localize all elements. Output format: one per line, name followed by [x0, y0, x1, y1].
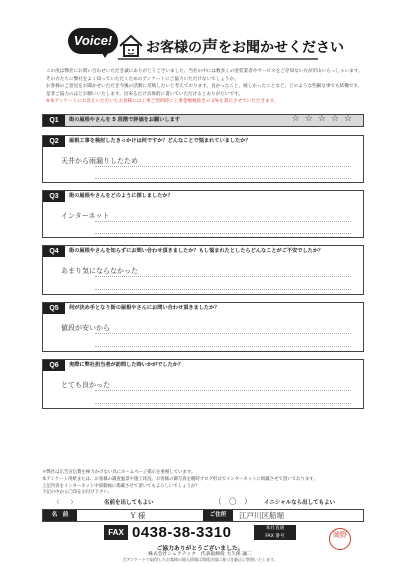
- intro-line: この度は弊社にお問い合わせいただき誠にありがとうございました。当社の中には数多くの塗装業者やサービスをご存知ない方が沢山いらっしゃいます。: [46, 69, 363, 74]
- answer-line: [95, 233, 351, 234]
- voice-badge: Voice!: [68, 28, 118, 54]
- fax-number: 0438-38-3310: [132, 524, 232, 541]
- answer-line: [95, 390, 351, 391]
- title-prefix: お客様の: [146, 40, 202, 56]
- question-q6: [42, 359, 364, 409]
- question-q2: [42, 135, 364, 183]
- question-badge: Q4: [43, 246, 65, 257]
- answer-text[interactable]: インターネット: [61, 212, 110, 220]
- question-badge: Q5: [43, 303, 65, 314]
- consent-footnote: [42, 470, 364, 497]
- fax-side-line: FAX 番号: [265, 533, 285, 539]
- answer-line: [95, 403, 351, 404]
- title-underline: [118, 58, 318, 60]
- name-consent-mark[interactable]: （ ）: [54, 500, 77, 506]
- fax-contact: [104, 524, 304, 542]
- house-icon: [118, 34, 144, 58]
- answer-line: [95, 346, 351, 347]
- answer-line: [95, 178, 351, 179]
- question-text: 何が決め手となり街の屋根やさんにお問い合わせ頂きましたか？: [69, 305, 220, 311]
- company-line: 株式会社シェアテック 代表取締役 大久保 誠二: [148, 552, 252, 557]
- question-q5: [42, 302, 364, 352]
- privacy-note: 当アンケートで取得したお客様の個人情報は関係法規に基づき厳正に管理いたします。: [122, 557, 278, 562]
- intro-line: その方たちに弊社をよく知っていただくためのアンケートにご協力いただけないでしょうか。: [46, 76, 239, 82]
- answer-text[interactable]: あまり気にならなかった: [61, 267, 138, 275]
- question-badge: Q6: [43, 360, 65, 371]
- name-value[interactable]: Y 様: [130, 511, 146, 520]
- intro-text: [46, 68, 364, 106]
- footnote-line: 本アンケート用紙または、お客様の調査風景や施工状況、お客様の御写真を随時ブログ形式でインターネットに掲載させて頂いております。: [42, 476, 318, 482]
- page-title: [146, 34, 344, 57]
- customer-info-row: [42, 509, 364, 522]
- address-label: ご住所: [203, 510, 233, 521]
- question-text: 実際に弊社担当者が訪問した時いかがでしたか？: [69, 362, 184, 368]
- question-text: 街の屋根やさんを 5 段階で評価をお願いします: [69, 117, 180, 123]
- footnote-line: 下記の中から〇印をお付け下さい。: [42, 490, 113, 496]
- consent-options: [42, 496, 364, 508]
- footnote-line: ＊弊社は広告宣伝費を極力かけない為にホームページ掲示を重視しています。: [42, 470, 196, 475]
- question-text: 街の屋根やさんを知らずにお問い合わせ頂きましたか？もし悩まれたとしたらどんなことがご不安でしたか？: [69, 248, 324, 254]
- initial-consent-label: イニシャルなら出してもよい: [264, 500, 336, 506]
- question-q4: [42, 245, 364, 295]
- answer-text[interactable]: とても良かった: [61, 381, 110, 389]
- address-value[interactable]: 江戸川区船堀: [239, 511, 284, 520]
- intro-notice: ※本アンケートにお答えいただいたお客様には工事ご契約時に工事金額税抜きの 2%を還元させていただきます。: [46, 99, 279, 105]
- intro-line: 是非ご協力のほどお願いいたします。出来るだけ具体的に書いていただけるとありがたいです。: [46, 91, 243, 97]
- thanks-text: ご協力ありがとうございました。: [156, 546, 244, 552]
- footnote-line: 上記内容をインターネット中部動画に掲載させて頂いてもよろしいでしょうか？: [42, 483, 200, 489]
- answer-line: [95, 221, 351, 222]
- answer-text[interactable]: 値段が安いから: [61, 324, 110, 332]
- question-badge: Q1: [43, 115, 65, 126]
- question-text: 街の屋根やさんをどのように探しましたか？: [69, 193, 173, 199]
- answer-line: [95, 276, 351, 277]
- name-label: 名 前: [43, 510, 77, 521]
- title-big: 声: [202, 37, 219, 56]
- question-badge: Q2: [43, 136, 65, 147]
- answer-line: [95, 166, 351, 167]
- answer-line: [95, 289, 351, 290]
- question-text: 屋根工事を検討したきっかけは何ですか？どんなことで悩まれていましたか？: [69, 138, 251, 144]
- name-consent-label: 名前を出してもよい: [104, 500, 154, 506]
- question-q1: [42, 114, 364, 127]
- question-badge: Q3: [43, 191, 65, 202]
- title-suffix: をお聞かせください: [218, 40, 345, 56]
- question-q3: [42, 190, 364, 238]
- fax-label: FAX: [104, 525, 128, 540]
- answer-line: [95, 333, 351, 334]
- initial-consent-mark[interactable]: （ 〇 ）: [214, 497, 252, 506]
- name-stamp: 岡野: [329, 528, 351, 550]
- answer-text[interactable]: 天井から雨漏りしたため: [61, 157, 138, 165]
- fax-direct-label: [254, 525, 296, 540]
- speech-bubble-tail: [100, 50, 110, 58]
- rating-stars[interactable]: ☆☆☆☆☆: [291, 114, 357, 124]
- fax-side-line: 本社直通: [265, 526, 285, 531]
- intro-line: お客様のご意見をお聞かせいただき今後の活動に反映したいと考えております。良かったこと、嬉しかったことなど、どのような些細な事でも結構です。: [46, 84, 363, 90]
